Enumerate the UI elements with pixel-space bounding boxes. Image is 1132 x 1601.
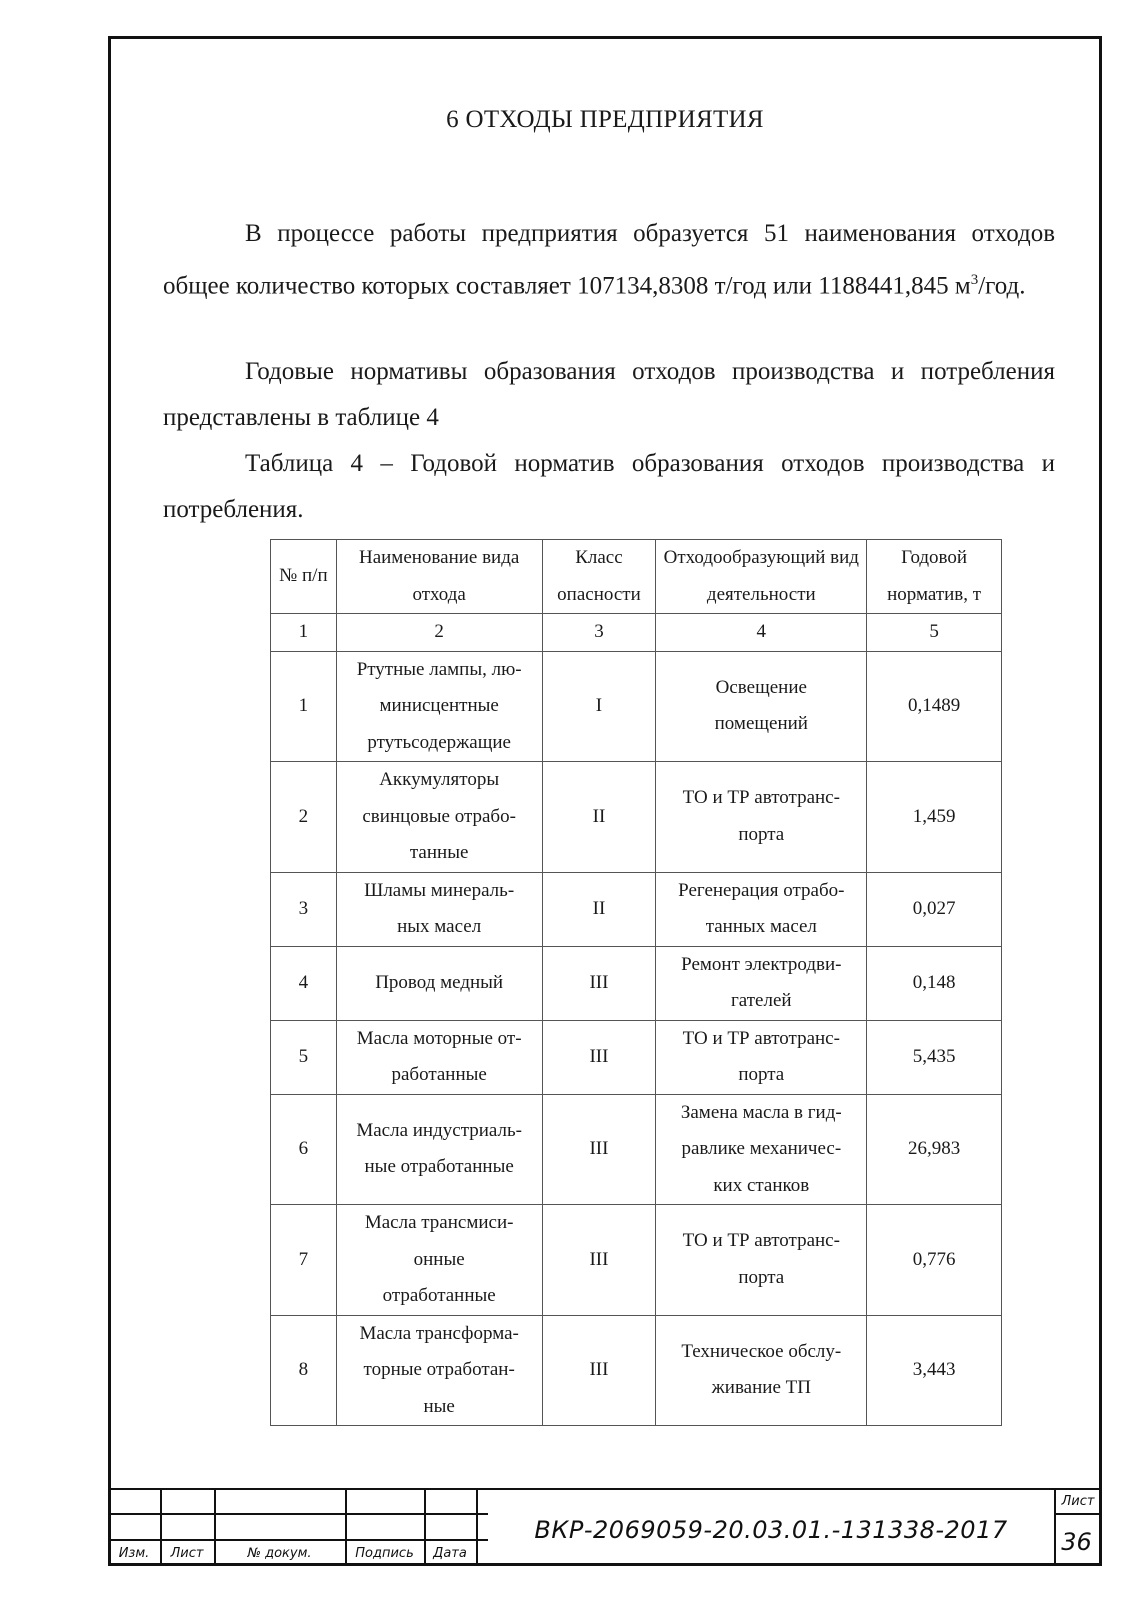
- header-cell: Класс опасности: [542, 540, 656, 614]
- row-number-cell: 6: [271, 1094, 337, 1205]
- annual-norm-cell: 0,027: [867, 872, 1002, 946]
- paragraph-norms: [163, 349, 1055, 441]
- activity-cell: Техническое обслу- живание ТП: [656, 1315, 867, 1426]
- table-row: [271, 762, 1002, 873]
- stamp-label-document-number: № докум.: [247, 1546, 312, 1561]
- activity-cell: Освещение помещений: [656, 651, 867, 762]
- annual-norm-cell: 5,435: [867, 1020, 1002, 1094]
- table-row: [271, 1205, 1002, 1316]
- column-number: 5: [867, 614, 1002, 652]
- annual-norm-cell: 0,776: [867, 1205, 1002, 1316]
- hazard-class-cell: III: [542, 1315, 656, 1426]
- stamp-label-signature: Подпись: [355, 1546, 414, 1561]
- annual-norm-cell: 1,459: [867, 762, 1002, 873]
- annual-norm-cell: 3,443: [867, 1315, 1002, 1426]
- waste-name-cell: Провод медный: [336, 946, 542, 1020]
- table-row: [271, 946, 1002, 1020]
- waste-name-cell: Масла моторные от- работанные: [336, 1020, 542, 1094]
- sheet-label: Лист: [1061, 1494, 1095, 1509]
- column-number: 4: [656, 614, 867, 652]
- waste-name-cell: Масла трансформа- торные отработан- ные: [336, 1315, 542, 1426]
- hazard-class-cell: II: [542, 762, 656, 873]
- header-cell: Отходообразующий вид деятельности: [656, 540, 867, 614]
- waste-name-cell: Масла трансмиси- онные отработанные: [336, 1205, 542, 1316]
- table-row: [271, 1315, 1002, 1426]
- document-code: ВКР-2069059-20.03.01.-131338-2017: [534, 1516, 1008, 1544]
- row-number-cell: 5: [271, 1020, 337, 1094]
- activity-cell: Регенерация отрабо- танных масел: [656, 872, 867, 946]
- row-number-cell: 8: [271, 1315, 337, 1426]
- annual-norm-cell: 26,983: [867, 1094, 1002, 1205]
- waste-norms-table: [270, 539, 1002, 1426]
- header-cell: Годовой норматив, т: [867, 540, 1002, 614]
- annual-norm-cell: 0,1489: [867, 651, 1002, 762]
- activity-cell: ТО и ТР автотранс- порта: [656, 1205, 867, 1316]
- stamp-label-change: Изм.: [118, 1546, 150, 1561]
- paragraph-waste-total-end: /год.: [978, 272, 1026, 300]
- activity-cell: ТО и ТР автотранс- порта: [656, 1020, 867, 1094]
- section-heading: 6 ОТХОДЫ ПРЕДПРИЯТИЯ: [446, 106, 764, 133]
- hazard-class-cell: II: [542, 872, 656, 946]
- row-number-cell: 4: [271, 946, 337, 1020]
- activity-cell: ТО и ТР автотранс- порта: [656, 762, 867, 873]
- hazard-class-cell: III: [542, 1020, 656, 1094]
- hazard-class-cell: I: [542, 651, 656, 762]
- table-header-row: [271, 540, 1002, 614]
- unit-superscript: 3: [970, 272, 979, 288]
- activity-cell: Ремонт электродви- гателей: [656, 946, 867, 1020]
- annual-norm-cell: 0,148: [867, 946, 1002, 1020]
- row-number-cell: 2: [271, 762, 337, 873]
- table-row: [271, 651, 1002, 762]
- paragraph-waste-total: [163, 211, 1055, 309]
- waste-name-cell: Шламы минераль- ных масел: [336, 872, 542, 946]
- column-number: 1: [271, 614, 337, 652]
- row-number-cell: 1: [271, 651, 337, 762]
- table-row: [271, 1020, 1002, 1094]
- activity-cell: Замена масла в гид- равлике механичес- ких станков: [656, 1094, 867, 1205]
- table-caption: [163, 441, 1055, 533]
- waste-name-cell: Аккумуляторы свинцовые отрабо- танные: [336, 762, 542, 873]
- row-number-cell: 7: [271, 1205, 337, 1316]
- stamp-label-sheet: Лист: [170, 1546, 204, 1561]
- hazard-class-cell: III: [542, 1205, 656, 1316]
- header-cell: Наименование вида отхода: [336, 540, 542, 614]
- column-number: 2: [336, 614, 542, 652]
- column-number: 3: [542, 614, 656, 652]
- table-row: [271, 872, 1002, 946]
- header-cell: № п/п: [271, 540, 337, 614]
- title-block: [108, 1488, 1102, 1566]
- row-number-cell: 3: [271, 872, 337, 946]
- table-caption-text: Таблица 4 – Годовой норматив образования отходов производства и потребления.: [163, 450, 1055, 523]
- paragraph-waste-total-text: В процессе работы предприятия образуется 51 наименования отходов общее количество которых составляет 107134,8308 т/год или 1188441,845 м: [163, 220, 1055, 300]
- table-row: [271, 1094, 1002, 1205]
- hazard-class-cell: III: [542, 946, 656, 1020]
- waste-name-cell: Ртутные лампы, лю- минисцентные ртутьсодержащие: [336, 651, 542, 762]
- column-number-row: [271, 614, 1002, 652]
- stamp-label-date: Дата: [433, 1546, 467, 1561]
- sheet-number: 36: [1061, 1528, 1092, 1556]
- paragraph-norms-text: Годовые нормативы образования отходов производства и потребления представлены в таблице 4: [163, 358, 1055, 431]
- waste-name-cell: Масла индустриаль- ные отработанные: [336, 1094, 542, 1205]
- hazard-class-cell: III: [542, 1094, 656, 1205]
